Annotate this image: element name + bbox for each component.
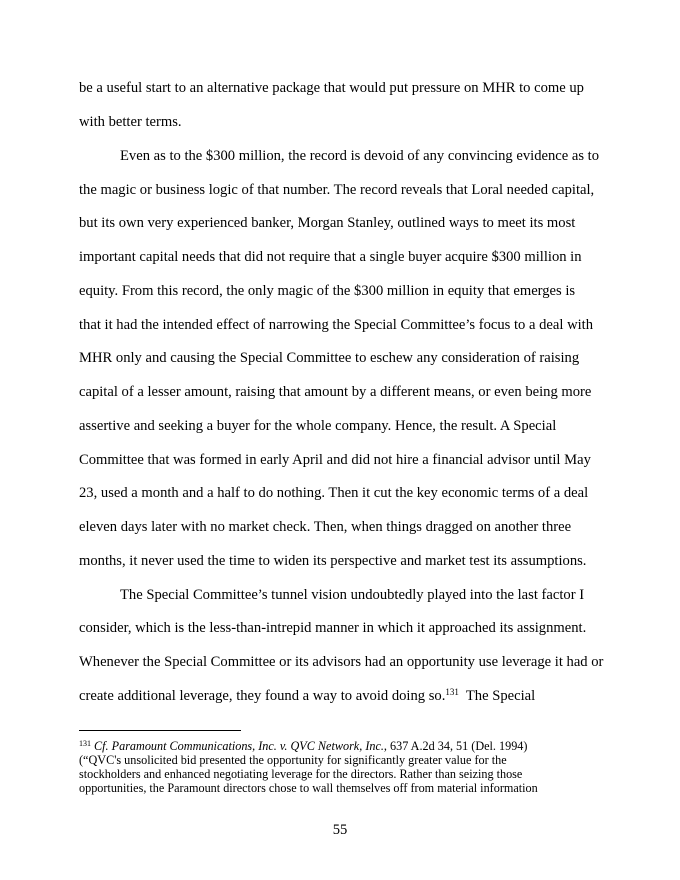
body-text-line: important capital needs that did not require that a single buyer acquire $300 million in (79, 249, 582, 265)
body-text-line: but its own very experienced banker, Morgan Stanley, outlined ways to meet its most (79, 215, 576, 231)
body-text-line: Whenever the Special Committee or its advisors had an opportunity use leverage it had or (79, 654, 604, 670)
body-text-line: Committee that was formed in early April and did not hire a financial advisor until May (79, 452, 591, 468)
body-text-line: that it had the intended effect of narrowing the Special Committee’s focus to a deal with (79, 317, 594, 333)
footnote-separator (79, 730, 241, 731)
body-text-line: be a useful start to an alternative package that would put pressure on MHR to come up (79, 80, 584, 96)
body-text-line-with-footnote-ref (79, 688, 535, 705)
body-text-segment: create additional leverage, they found a way to avoid doing so. (79, 688, 446, 704)
footnote-line (79, 739, 527, 753)
body-text-line: assertive and seeking a buyer for the whole company. Hence, the result. A Special (79, 418, 557, 434)
body-text-line: with better terms. (79, 114, 182, 130)
body-text-line: eleven days later with no market check. Then, when things dragged on another three (79, 519, 572, 535)
footnote-line: stockholders and enhanced negotiating leverage for the directors. Rather than seizing those (79, 767, 523, 781)
page-number: 55 (332, 822, 348, 838)
body-text-line: 23, used a month and a half to do nothing. Then it cut the key economic terms of a deal (79, 485, 589, 501)
body-text-line: consider, which is the less-than-intrepid manner in which it approached its assignment. (79, 620, 587, 636)
paragraph-start-line: Even as to the $300 million, the record is devoid of any convincing evidence as to (120, 148, 600, 164)
body-text-line: MHR only and causing the Special Committee to eschew any consideration of raising (79, 350, 580, 366)
footnote-number: 131 (79, 739, 91, 748)
body-text-line: the magic or business logic of that number. The record reveals that Loral needed capital, (79, 182, 595, 198)
footnote-reference: 131 (445, 687, 459, 697)
body-text-line: capital of a lesser amount, raising that amount by a different means, or even being more (79, 384, 592, 400)
footnote-line: opportunities, the Paramount directors chose to wall themselves off from material information (79, 781, 538, 795)
body-text-line: months, it never used the time to widen its perspective and market test its assumptions. (79, 553, 587, 569)
footnote-line: (“QVC's unsolicited bid presented the opportunity for significantly greater value for the (79, 753, 507, 767)
footnote-case-name: Cf. Paramount Communications, Inc. v. QVC Network, Inc. (94, 739, 384, 753)
body-text-line: equity. From this record, the only magic of the $300 million in equity that emerges is (79, 283, 576, 299)
footnote-citation: , 637 A.2d 34, 51 (Del. 1994) (383, 739, 528, 753)
body-text-segment: The Special (458, 688, 536, 704)
paragraph-start-line: The Special Committee’s tunnel vision undoubtedly played into the last factor I (120, 587, 585, 603)
